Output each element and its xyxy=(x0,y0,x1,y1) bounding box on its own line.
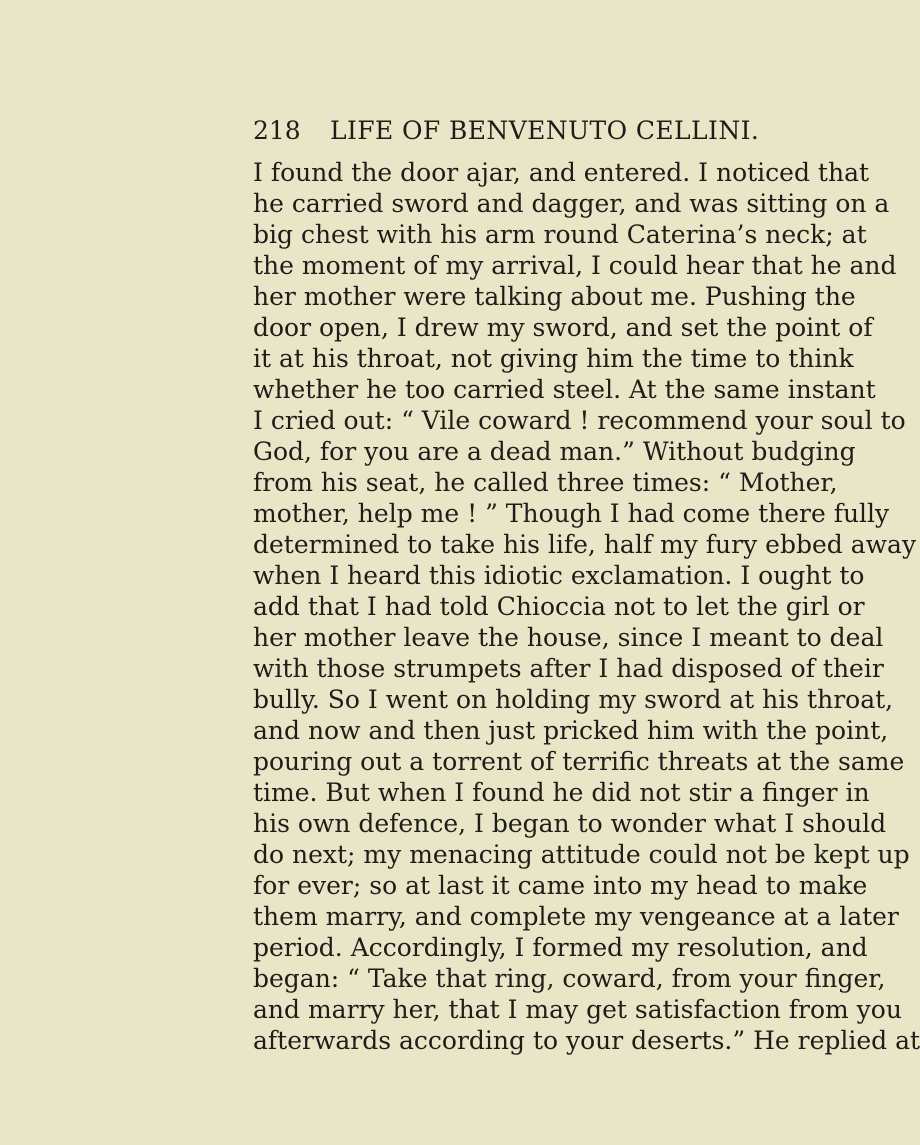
text-line: determined to take his life, half my fury ebbed away xyxy=(253,530,917,559)
text-line: and now and then just pricked him with the point, xyxy=(253,716,889,745)
text-line: from his seat, he called three times: “ Mother, xyxy=(253,468,838,497)
text-line: mother, help me ! ” Though I had come there fully xyxy=(253,499,890,528)
text-line: God, for you are a dead man.” Without budging xyxy=(253,437,856,466)
text-line: them marry, and complete my vengeance at a later xyxy=(253,902,899,931)
running-title: LIFE OF BENVENUTO CELLINI. xyxy=(330,116,760,145)
text-line: door open, I drew my sword, and set the point of xyxy=(253,313,873,342)
text-line: bully. So I went on holding my sword at his throat, xyxy=(253,685,894,714)
text-line: it at his throat, not giving him the time to think xyxy=(253,344,854,373)
text-line: her mother were talking about me. Pushing the xyxy=(253,282,856,311)
text-line: with those strumpets after I had disposed of their xyxy=(253,654,884,683)
text-line: add that I had told Chioccia not to let the girl or xyxy=(253,592,865,621)
text-line: period. Accordingly, I formed my resolution, and xyxy=(253,933,868,962)
text-line: her mother leave the house, since I meant to deal xyxy=(253,623,884,652)
body-text xyxy=(253,157,920,1056)
text-line: began: “ Take that ring, coward, from your finger, xyxy=(253,964,886,993)
text-line: when I heard this idiotic exclamation. I ought to xyxy=(253,561,865,590)
text-line: he carried sword and dagger, and was sitting on a xyxy=(253,189,890,218)
text-line: for ever; so at last it came into my head to make xyxy=(253,871,868,900)
text-line: time. But when I found he did not stir a finger in xyxy=(253,778,870,807)
text-line: his own defence, I began to wonder what I should xyxy=(253,809,887,838)
text-line: afterwards according to your deserts.” He replied at xyxy=(253,1026,920,1055)
text-line: I found the door ajar, and entered. I noticed that xyxy=(253,158,870,187)
text-line: pouring out a torrent of terrific threats at the same xyxy=(253,747,905,776)
text-line: do next; my menacing attitude could not be kept up xyxy=(253,840,910,869)
text-line: big chest with his arm round Caterina’s neck; at xyxy=(253,220,867,249)
text-line: whether he too carried steel. At the same instant xyxy=(253,375,876,404)
page-number: 218 xyxy=(253,116,301,145)
text-line: I cried out: “ Vile coward ! recommend your soul to xyxy=(253,406,906,435)
text-line: and marry her, that I may get satisfaction from you xyxy=(253,995,902,1024)
text-line: the moment of my arrival, I could hear that he and xyxy=(253,251,897,280)
